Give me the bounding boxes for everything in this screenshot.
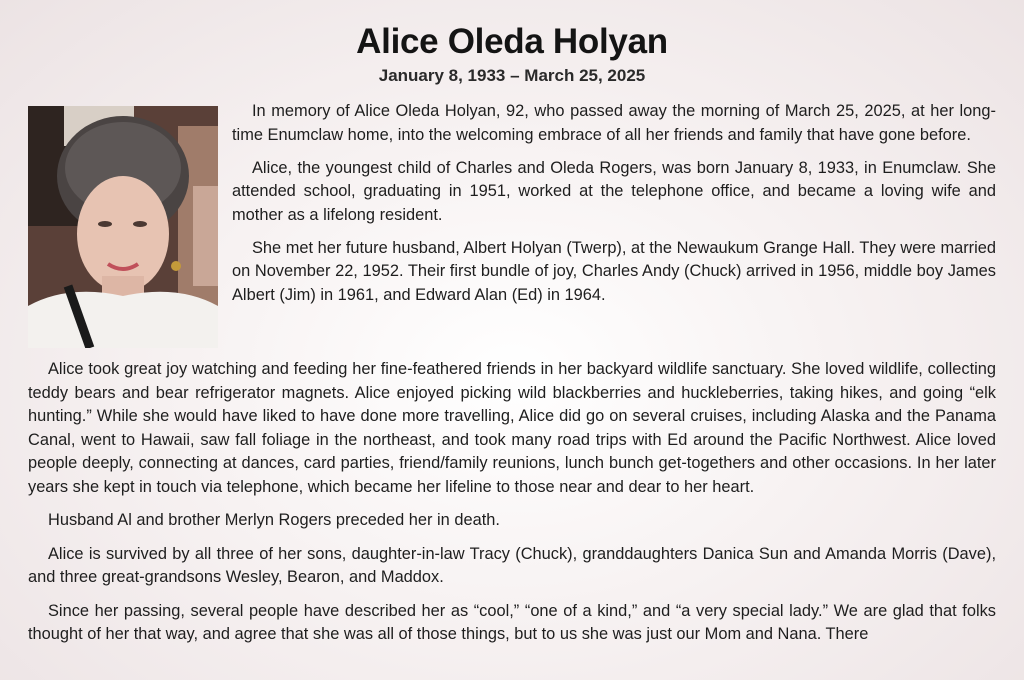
- obituary-title: Alice Oleda Holyan: [356, 22, 668, 61]
- portrait-photo: [28, 106, 218, 348]
- paragraph-interests: Alice took great joy watching and feeding her fine-feathered friends in her backyard wildlife sanctuary. She loved wildlife, collecting teddy bears and bear refrigerator magnets. Alice enjoyed picking wild blackberries and huckleberries, taking hikes, and going “elk hunting.” While she would have liked to have done more travelling, Alice did go on several cruises, including Alaska and the Panama Canal, went to Hawaii, saw fall foliage in the northeast, and took many road trips with Ed around the Pacific Northwest. Alice loved people deeply, connecting at dances, card parties, friend/family reunions, lunch bunch get-togethers and other occasions. In her later years she kept in touch via telephone, which became her lifeline to those near and dear to her heart.: [28, 360, 996, 496]
- paragraph-memory: In memory of Alice Oleda Holyan, 92, who passed away the morning of March 25, 2025, at her long-time Enumclaw home, into the welcoming embrace of all her friends and family that have gone before.: [232, 102, 996, 144]
- text-full-width: [28, 358, 996, 657]
- paragraph-birth: Alice, the youngest child of Charles and Oleda Rogers, was born January 8, 1933, in Enumclaw. She attended school, graduating in 1951, worked at the telephone office, and became a loving wife and mother as a lifelong resident.: [232, 158, 996, 224]
- paragraph-survived: Alice is survived by all three of her sons, daughter-in-law Tracy (Chuck), granddaughters Danica Sun and Amanda Morris (Dave), and three great-grandsons Wesley, Bearon, and Maddox.: [28, 544, 996, 586]
- portrait-icon: [28, 106, 218, 348]
- text-beside-photo: [232, 100, 996, 317]
- paragraph-marriage: She met her future husband, Albert Holyan (Twerp), at the Newaukum Grange Hall. They were married on November 22, 1952. Their first bundle of joy, Charles Andy (Chuck) arrived in 1956, middle boy James Albert (Jim) in 1961, and Edward Alan (Ed) in 1964.: [232, 238, 997, 304]
- paragraph-remembrance: Since her passing, several people have described her as “cool,” “one of a kind,” and “a very special lady.” We are glad that folks thought of her that way, and agree that she was all of those things, but to us she was just our Mom and Nana. There: [28, 601, 996, 643]
- obituary-dates: January 8, 1933 – March 25, 2025: [378, 66, 646, 85]
- paragraph-preceded: Husband Al and brother Merlyn Rogers preceded her in death.: [48, 511, 500, 529]
